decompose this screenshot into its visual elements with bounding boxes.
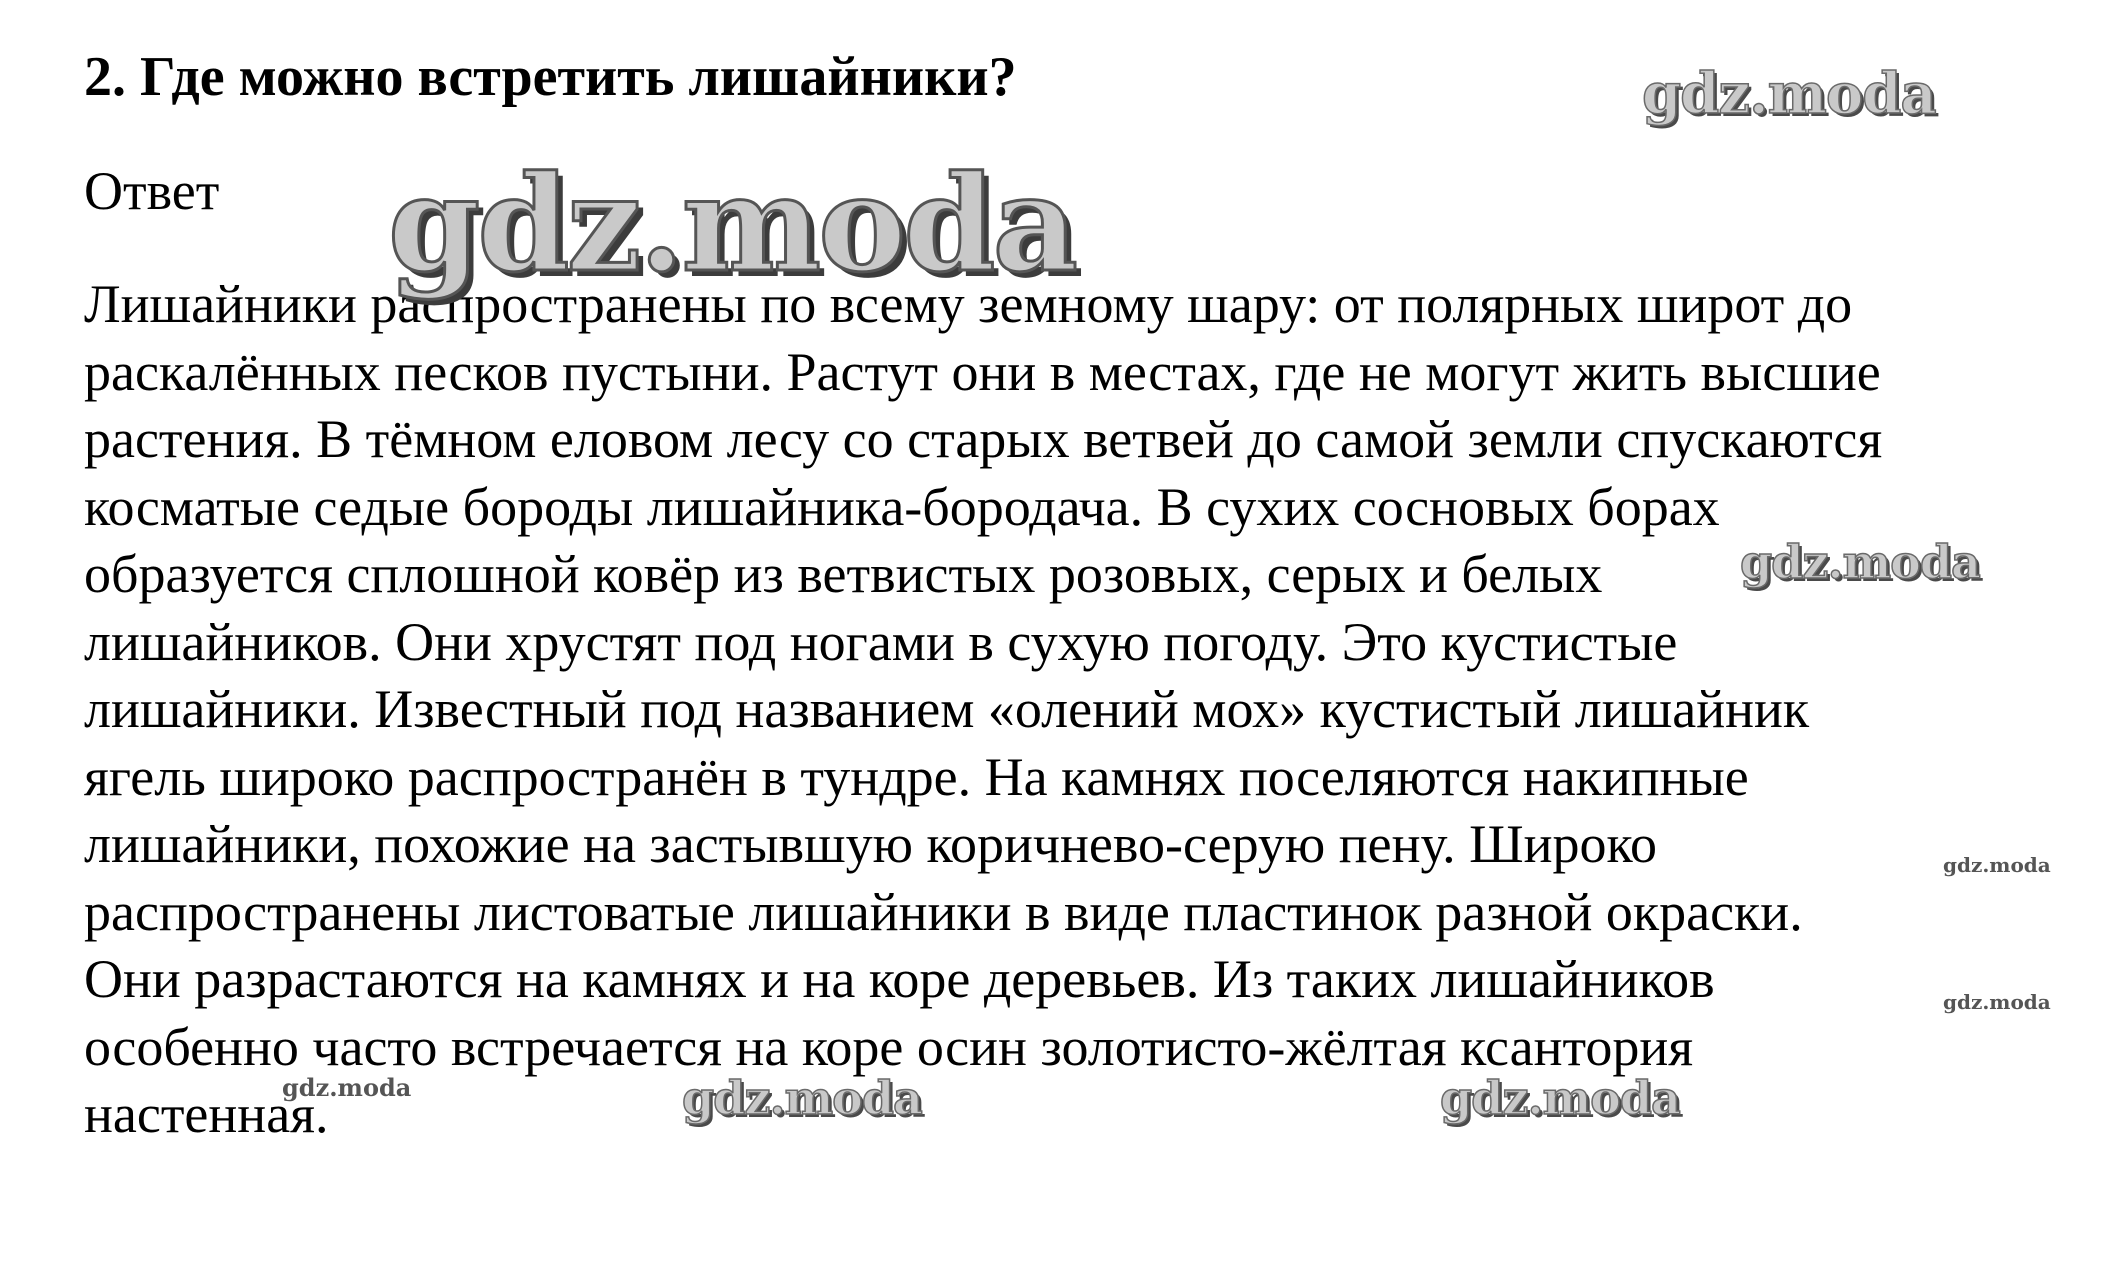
answer-line: распространены листоватые лишайники в виде пластинок разной окраски. (84, 881, 1803, 942)
answer-line: косматые седые бороды лишайника-бородача. В сухих сосновых борах (84, 476, 1720, 537)
answer-text (84, 271, 2084, 1149)
answer-line: особенно часто встречается на коре осин золотисто-жёлтая ксантория (84, 1016, 1694, 1077)
watermark: gdz.moda (1440, 1071, 1680, 1125)
watermark: gdz.moda (1943, 853, 2051, 877)
watermark: gdz.moda (1740, 535, 1980, 589)
answer-line: Лишайники распространены по всему земному шару: от полярных широт до (84, 274, 1853, 334)
watermark: gdz.moda (1642, 61, 1936, 127)
answer-line: настенная. (84, 1084, 329, 1144)
watermark: gdz.moda (388, 147, 1076, 302)
answer-line: Они разрастаются на камнях и на коре деревьев. Из таких лишайников (84, 949, 1715, 1009)
answer-label: Ответ (84, 161, 220, 221)
answer-line: лишайники, похожие на застывшую коричнево-серую пену. Широко (84, 814, 1657, 874)
answer-line: лишайники. Известный под названием «олений мох» кустистый лишайник (84, 679, 1810, 739)
watermark: gdz.moda (1943, 990, 2051, 1014)
answer-line: лишайников. Они хрустят под ногами в сухую погоду. Это кустистые (84, 611, 1678, 672)
answer-line: раскалённых песков пустыни. Растут они в местах, где не могут жить высшие (84, 341, 1881, 402)
watermark: gdz.moda (282, 1073, 412, 1102)
answer-line: ягель широко распространён в тундре. На камнях поселяются накипные (84, 746, 1749, 807)
question-heading: 2. Где можно встретить лишайники? (84, 46, 1017, 108)
watermark: gdz.moda (682, 1071, 922, 1125)
answer-line: образуется сплошной ковёр из ветвистых розовых, серых и белых (84, 544, 1603, 604)
answer-line: растения. В тёмном еловом лесу со старых ветвей до самой земли спускаются (84, 409, 1883, 469)
